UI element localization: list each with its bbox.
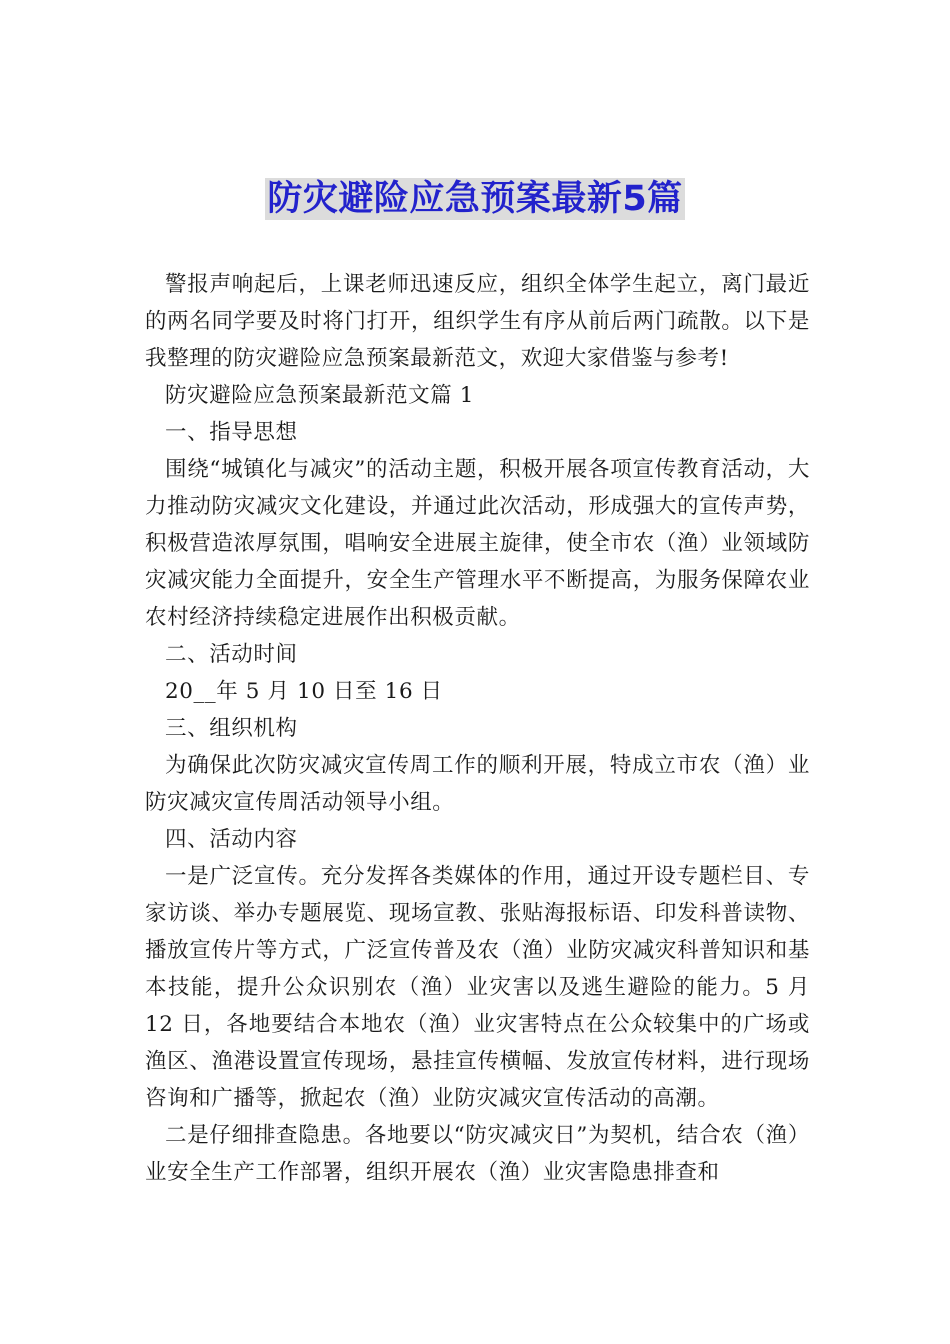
heading-activity-content: 四、活动内容 — [165, 827, 298, 852]
title-area — [0, 178, 950, 220]
heading-organization: 三、组织机构 — [165, 716, 298, 741]
paragraph-organization: 为确保此次防灾减灾宣传周工作的顺利开展，特成立市农（渔）业防灾减灾宣传周活动领导小组。 — [145, 753, 810, 815]
heading-activity-time: 二、活动时间 — [165, 642, 298, 667]
intro-paragraph: 警报声响起后，上课老师迅速反应，组织全体学生起立，离门最近的两名同学要及时将门打开，组织学生有序从前后两门疏散。以下是我整理的防灾避险应急预案最新范文，欢迎大家借鉴与参考! — [145, 272, 810, 371]
document-body — [145, 266, 810, 1191]
heading-guiding-ideology: 一、指导思想 — [165, 420, 298, 445]
paragraph-guiding-ideology: 围绕“城镇化与减灾”的活动主题，积极开展各项宣传教育活动，大力推动防灾减灾文化建设，并通过此次活动，形成强大的宣传声势，积极营造浓厚氛围，唱响安全进展主旋律，使全市农（渔）业领域防灾减灾能力全面提升，安全生产管理水平不断提高，为服务保障农业农村经济持续稳定进展作出积极贡献。 — [145, 457, 810, 630]
paragraph-activity-time: 20__年 5 月 10 日至 16 日 — [165, 679, 443, 704]
document-title: 防灾避险应急预案最新5篇 — [267, 179, 683, 219]
section-subtitle: 防灾避险应急预案最新范文篇 1 — [165, 383, 475, 408]
paragraph-hazard-inspection: 二是仔细排查隐患。各地要以“防灾减灾日”为契机，结合农（渔）业安全生产工作部署，组织开展农（渔）业灾害隐患排查和 — [145, 1123, 810, 1185]
paragraph-publicity: 一是广泛宣传。充分发挥各类媒体的作用，通过开设专题栏目、专家访谈、举办专题展览、现场宣教、张贴海报标语、印发科普读物、播放宣传片等方式，广泛宣传普及农（渔）业防灾减灾科普知识和基本技能，提升公众识别农（渔）业灾害以及逃生避险的能力。5 月 12 日，各地要结合本地农（渔）业灾害特点在公众较集中的广场或渔区、渔港设置宣传现场，悬挂宣传横幅、发放宣传材料，进行现场咨询和广播等，掀起农（渔）业防灾减灾宣传活动的高潮。 — [145, 864, 810, 1111]
